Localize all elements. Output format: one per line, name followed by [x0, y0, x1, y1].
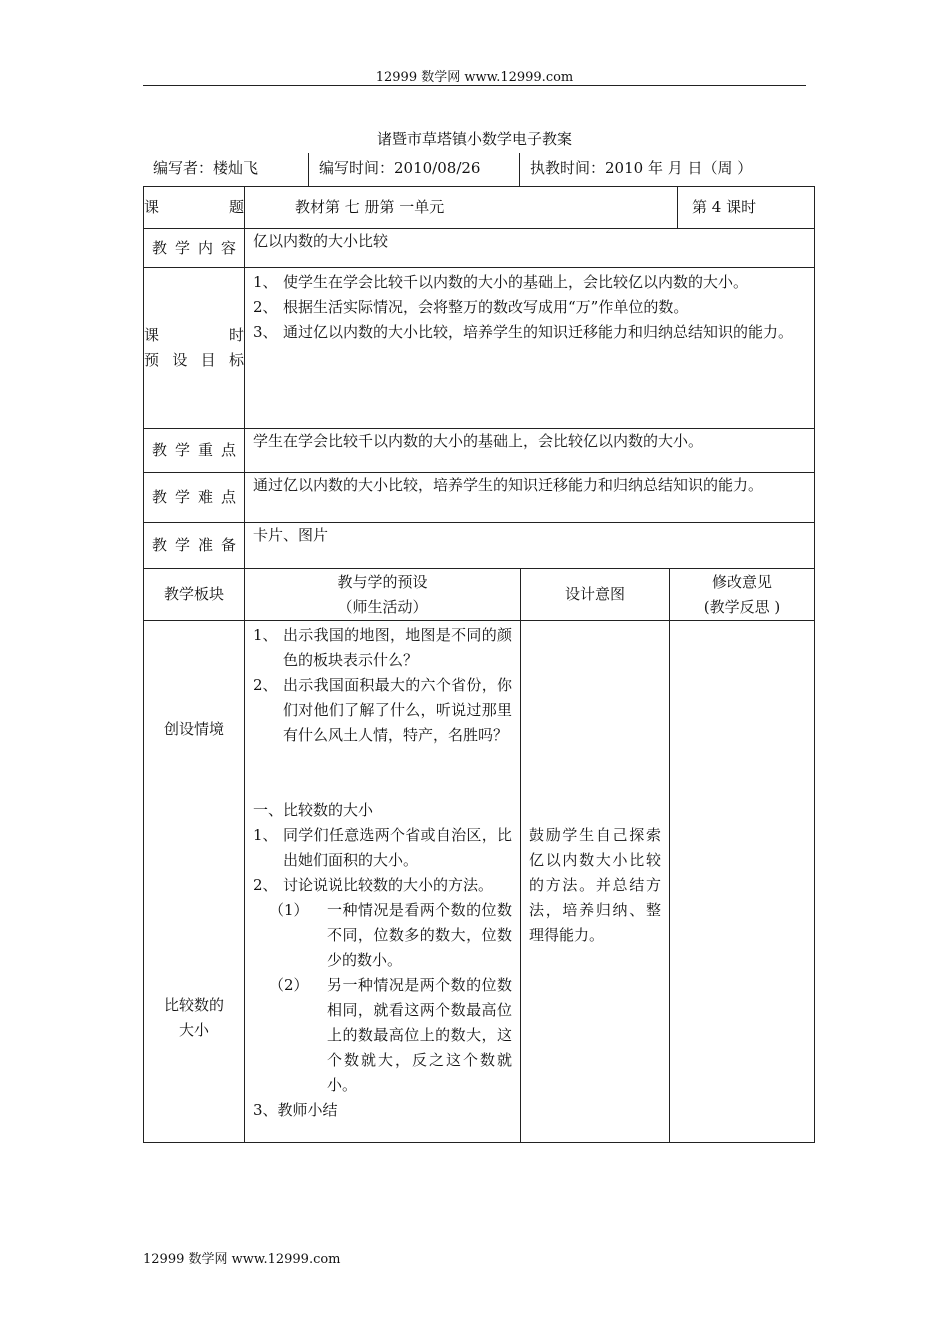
block-column	[144, 621, 245, 1143]
goals-list	[245, 268, 815, 429]
activity-body-row	[144, 621, 815, 1143]
difficult-point-value: 通过亿以内数的大小比较，培养学生的知识迁移能力和归纳总结知识的能力。	[245, 473, 815, 523]
activity-column	[245, 621, 521, 1143]
meta-row	[143, 153, 813, 186]
header-divider	[143, 85, 806, 86]
preparation-label: 教 学 准 备	[144, 523, 245, 569]
page-footer: 12999 数学网 www.12999.com	[143, 1252, 341, 1267]
written-time: 编写时间：2010/08/26	[309, 153, 520, 186]
content-row	[144, 229, 815, 268]
preparation-value: 卡片、图片	[245, 523, 815, 569]
difficult-point-row	[144, 473, 815, 523]
column-header-row	[144, 569, 815, 621]
teach-time: 执教时间：2010 年 月 日（周 ）	[530, 159, 753, 177]
content-value: 亿以内数的大小比较	[245, 229, 815, 268]
col-header-revise: 修改意见 (教学反思 )	[670, 569, 815, 621]
col-header-intent: 设计意图	[521, 569, 670, 621]
author: 编写者：楼灿飞	[143, 153, 309, 186]
key-point-value: 学生在学会比较千以内数的大小的基础上，会比较亿以内数的大小。	[245, 429, 815, 473]
goals-label: 课 时 预 设 目 标	[144, 268, 245, 429]
goal-item: 2、 根据生活实际情况，会将整万的数改写成用“万”作单位的数。	[253, 298, 689, 316]
key-point-row	[144, 429, 815, 473]
preparation-row	[144, 523, 815, 569]
lesson-plan-table	[143, 186, 815, 1143]
activity-subitem: （2） 另一种情况是两个数的位数相同，就看这两个数最高位上的数最高位上的数大，这个数就大，反之这个数就小。	[269, 976, 512, 1094]
goals-row	[144, 268, 815, 429]
activity-item: 2、 讨论说说比较数的大小的方法。	[253, 876, 494, 894]
page-header: 12999 数学网 www.12999.com	[375, 70, 574, 85]
goal-item: 1、 使学生在学会比较千以内数的大小的基础上，会比较亿以内数的大小。	[253, 273, 749, 291]
col-header-activity: 教与学的预设 （师生活动）	[245, 569, 521, 621]
activity-item: 1、 出示我国的地图，地图是不同的颜色的板块表示什么？	[253, 626, 512, 669]
goal-item: 3、 通过亿以内数的大小比较，培养学生的知识迁移能力和归纳总结知识的能力。	[253, 323, 794, 341]
section-title-compare: 比较数的 大小	[163, 996, 224, 1039]
period: 第 4 课时	[678, 187, 815, 229]
activity-subitem: （1） 一种情况是看两个数的位数不同，位数多的数大，位数少的数小。	[269, 901, 512, 969]
key-point-label: 教 学 重 点	[144, 429, 245, 473]
section-title-situation: 创设情境	[163, 720, 224, 738]
topic-label: 课 题	[144, 187, 245, 229]
activity-heading: 一、比较数的大小	[253, 801, 374, 819]
content-label: 教 学 内 容	[144, 229, 245, 268]
difficult-point-label: 教 学 难 点	[144, 473, 245, 523]
topic-value: 教材第 七 册第 一单元	[245, 187, 678, 229]
revise-column	[670, 621, 815, 1143]
design-intent: 鼓励学生自己探索亿以内数大小比较的方法。并总结方法，培养归纳、整理得能力。	[529, 826, 661, 944]
activity-item: 2、 出示我国面积最大的六个省份，你们对他们了解了什么，听说过那里有什么风土人情，特产，名胜吗？	[253, 676, 512, 744]
intent-column	[521, 621, 670, 1143]
activity-item: 1、 同学们任意选两个省或自治区，比出她们面积的大小。	[253, 826, 512, 869]
col-header-block: 教学板块	[144, 569, 245, 621]
document-title: 诸暨市草塔镇小数学电子教案	[376, 130, 572, 148]
activity-summary: 3、教师小结	[253, 1101, 338, 1119]
topic-row	[144, 187, 815, 229]
